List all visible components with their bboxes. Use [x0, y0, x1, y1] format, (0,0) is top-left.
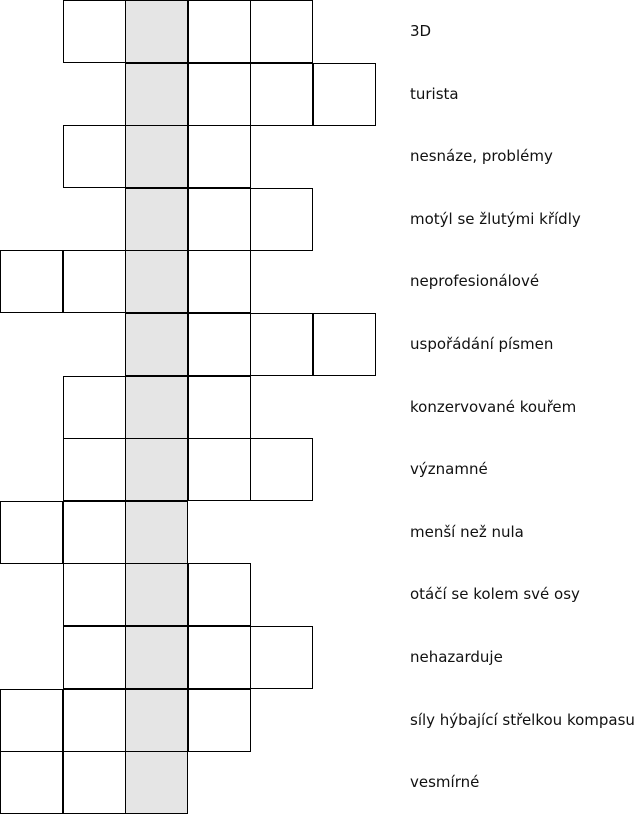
letter-cell[interactable]: [0, 501, 63, 564]
clue-text: vesmírné: [410, 773, 480, 791]
letter-cell[interactable]: [63, 689, 126, 752]
clue-text: neprofesionálové: [410, 272, 540, 290]
letter-cell[interactable]: [188, 626, 251, 689]
solution-cell[interactable]: [125, 563, 188, 626]
letter-cell[interactable]: [313, 63, 376, 126]
letter-cell[interactable]: [63, 438, 126, 501]
clue-text: uspořádání písmen: [410, 335, 554, 353]
letter-cell[interactable]: [63, 626, 126, 689]
clue-text: otáčí se kolem své osy: [410, 585, 580, 603]
letter-cell[interactable]: [188, 250, 251, 313]
solution-cell[interactable]: [125, 250, 188, 313]
letter-cell[interactable]: [250, 0, 313, 63]
clue-text: turista: [410, 85, 459, 103]
clue-text: nesnáze, problémy: [410, 147, 553, 165]
solution-cell[interactable]: [125, 188, 188, 251]
solution-cell[interactable]: [125, 626, 188, 689]
solution-cell[interactable]: [125, 313, 188, 376]
letter-cell[interactable]: [0, 751, 63, 814]
letter-cell[interactable]: [250, 626, 313, 689]
solution-cell[interactable]: [125, 125, 188, 188]
letter-cell[interactable]: [188, 563, 251, 626]
letter-cell[interactable]: [0, 689, 63, 752]
clue-text: nehazarduje: [410, 648, 503, 666]
letter-cell[interactable]: [250, 438, 313, 501]
solution-cell[interactable]: [125, 501, 188, 564]
letter-cell[interactable]: [63, 751, 126, 814]
clue-text: konzervované kouřem: [410, 398, 577, 416]
letter-cell[interactable]: [250, 63, 313, 126]
letter-cell[interactable]: [63, 501, 126, 564]
clue-text: síly hýbající střelkou kompasu: [410, 711, 635, 729]
letter-cell[interactable]: [188, 0, 251, 63]
letter-cell[interactable]: [250, 313, 313, 376]
solution-cell[interactable]: [125, 376, 188, 439]
letter-cell[interactable]: [188, 188, 251, 251]
letter-cell[interactable]: [63, 0, 126, 63]
letter-cell[interactable]: [188, 125, 251, 188]
letter-cell[interactable]: [188, 63, 251, 126]
solution-cell[interactable]: [125, 689, 188, 752]
letter-cell[interactable]: [188, 438, 251, 501]
letter-cell[interactable]: [63, 125, 126, 188]
clue-text: 3D: [410, 22, 432, 40]
clue-text: motýl se žlutými křídly: [410, 210, 581, 228]
letter-cell[interactable]: [0, 250, 63, 313]
letter-cell[interactable]: [188, 689, 251, 752]
solution-cell[interactable]: [125, 751, 188, 814]
letter-cell[interactable]: [63, 563, 126, 626]
letter-cell[interactable]: [188, 313, 251, 376]
solution-cell[interactable]: [125, 438, 188, 501]
letter-cell[interactable]: [63, 250, 126, 313]
solution-cell[interactable]: [125, 63, 188, 126]
letter-cell[interactable]: [250, 188, 313, 251]
letter-cell[interactable]: [313, 313, 376, 376]
solution-cell[interactable]: [125, 0, 188, 63]
clue-text: významné: [410, 460, 488, 478]
clue-text: menší než nula: [410, 523, 524, 541]
letter-cell[interactable]: [63, 376, 126, 439]
letter-cell[interactable]: [188, 376, 251, 439]
